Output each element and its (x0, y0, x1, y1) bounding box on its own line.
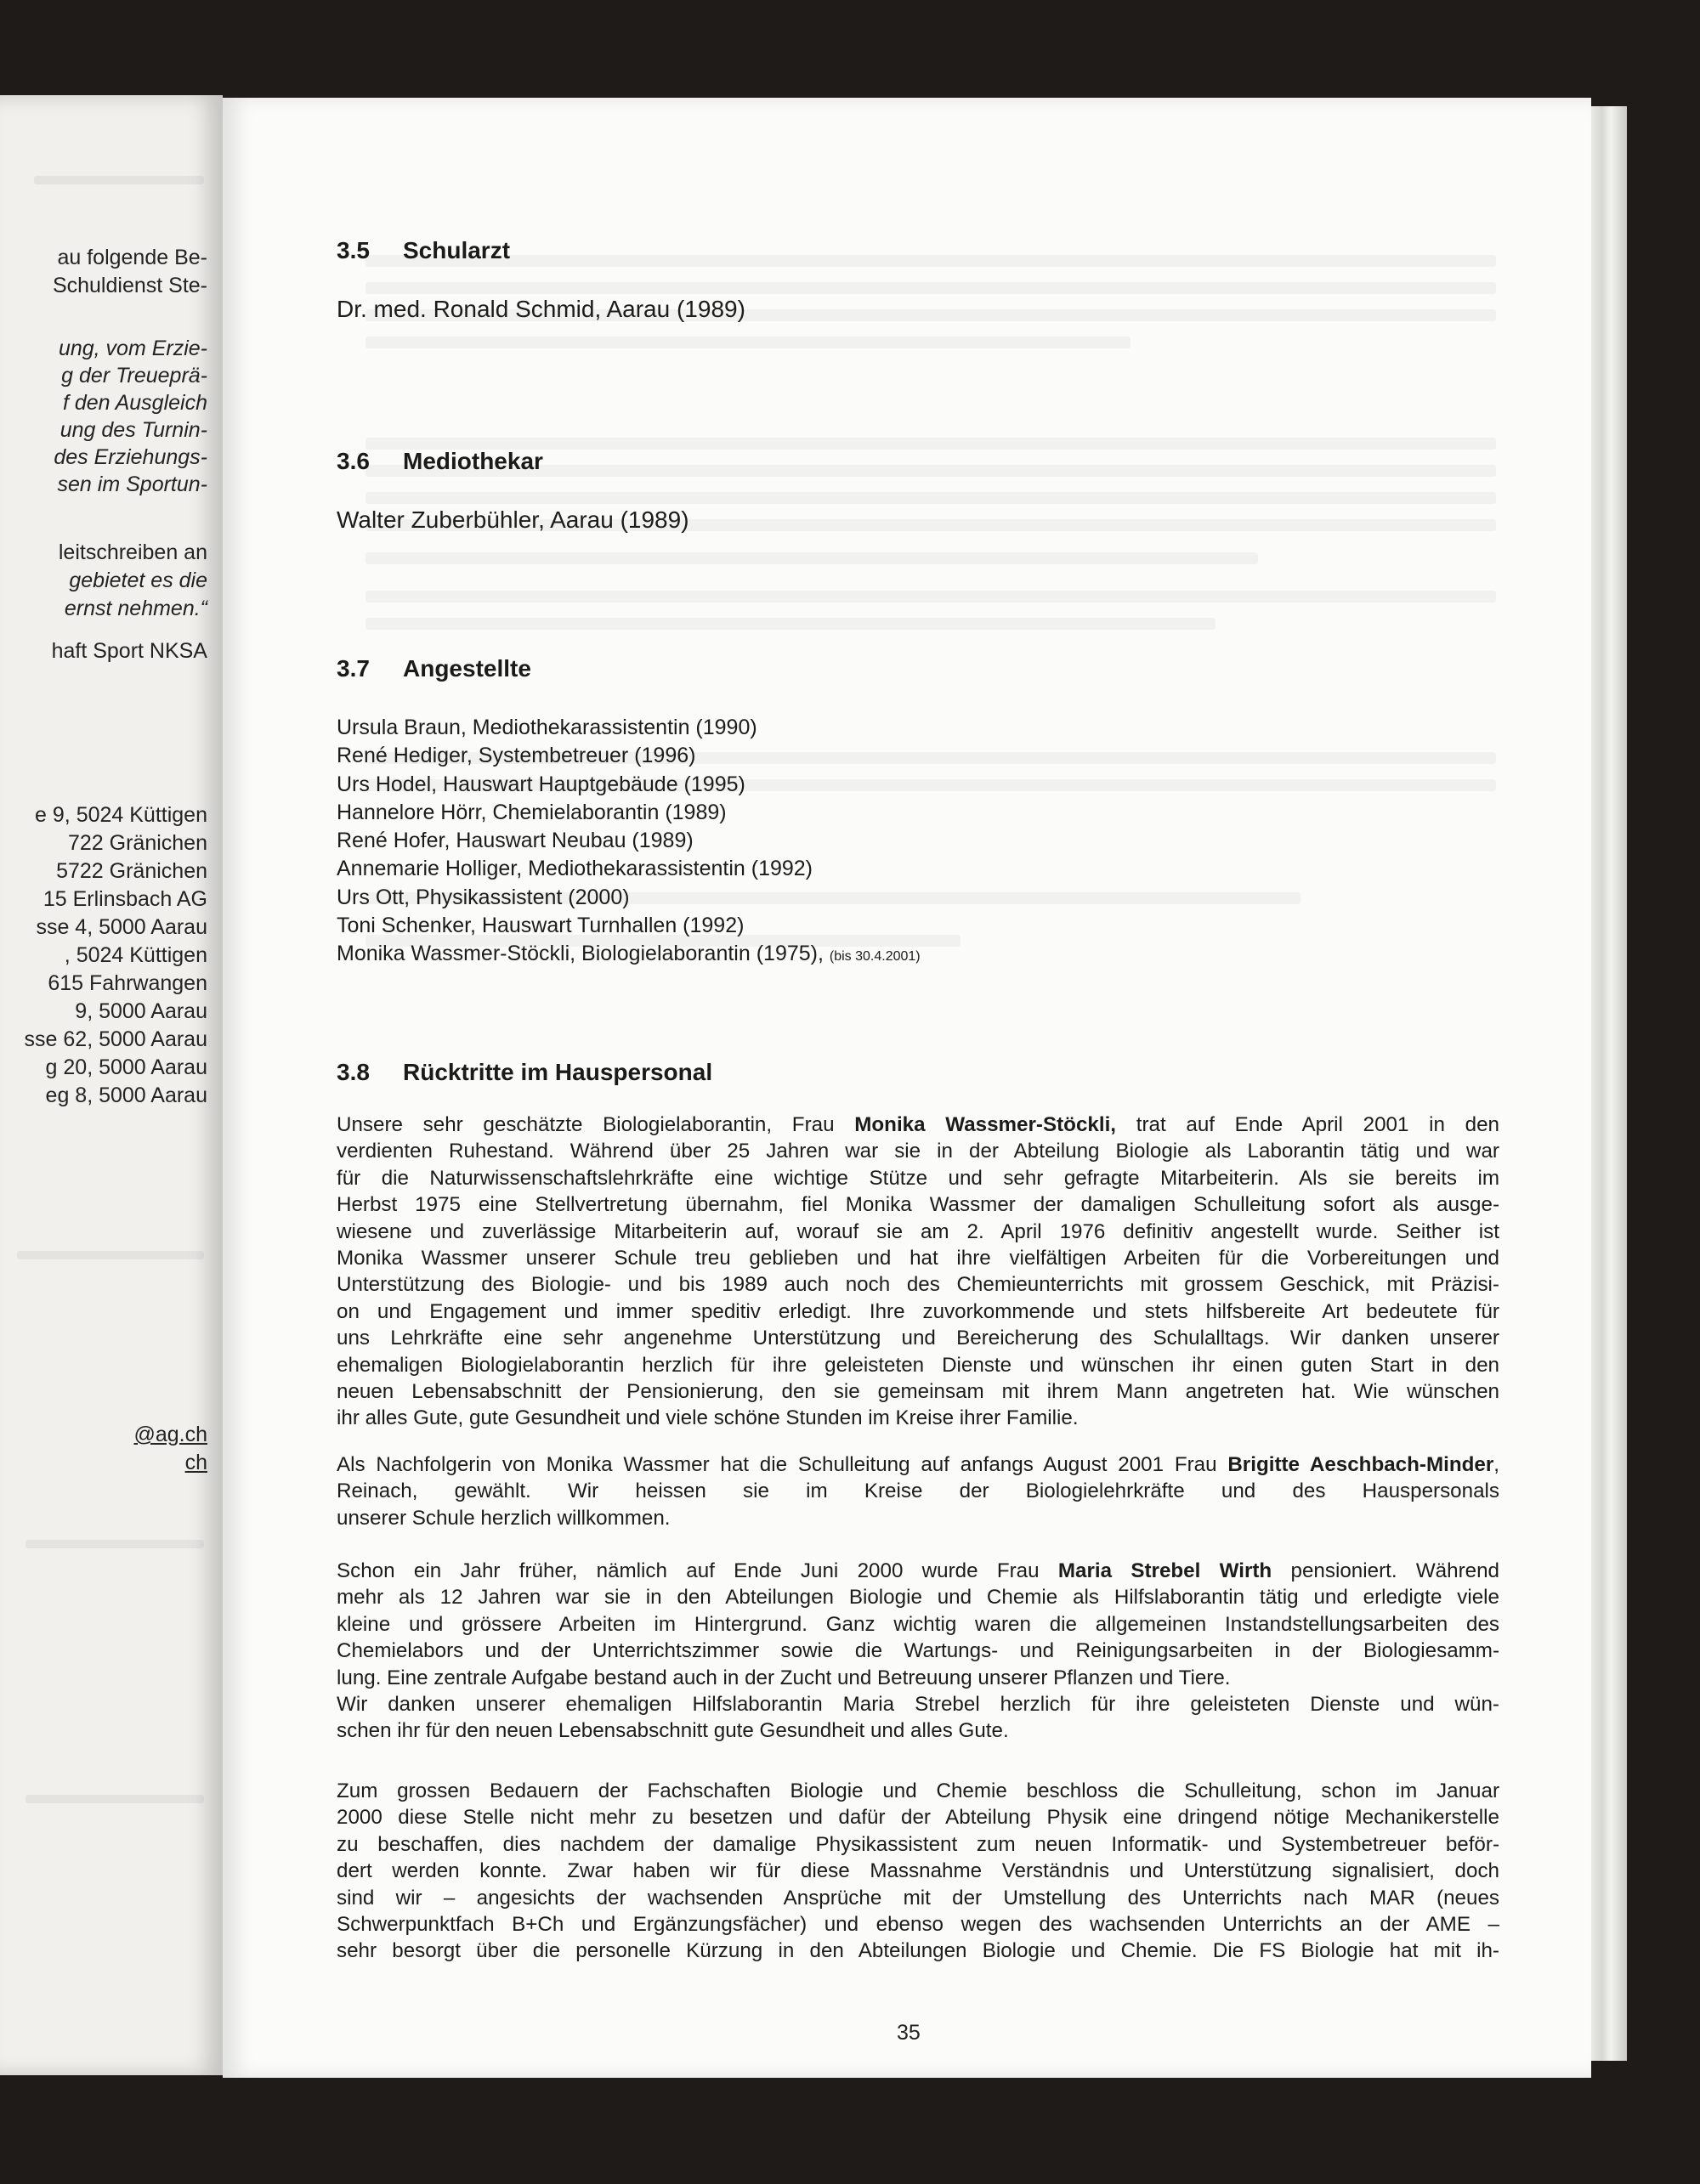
staff-list (337, 714, 921, 971)
list-item: Urs Ott, Physikassistent (2000) (337, 885, 630, 909)
person-name: Maria Strebel Wirth (1057, 1559, 1272, 1582)
left-line: e 9, 5024 Küttigen (35, 803, 207, 827)
paragraph-line: zu beschaffen, dies nachdem der damalige Physikassistent zum neuen Informatik- und Systembetreuer beför- (337, 1832, 1499, 1856)
left-line: sse 62, 5000 Aarau (24, 1027, 207, 1051)
paragraph-line: neuen Lebensabschnitt der Pensionierung, den sie gemeinsam mit ihrem Mann angetreten hat. Wie wünschen (337, 1380, 1499, 1404)
left-line: , 5024 Küttigen (64, 943, 207, 967)
paragraph-line: lung. Eine zentrale Aufgabe bestand auch in der Zucht und Betreuung unserer Pflanzen und Tiere. (337, 1666, 1231, 1689)
list-item-text: Monika Wassmer-Stöckli, Biologielaborantin (1975), (337, 942, 824, 966)
left-line: 615 Fahrwangen (48, 971, 207, 995)
left-facing-page (0, 95, 223, 2075)
paragraph-line: kleine und grössere Arbeiten im Hintergrund. Ganz wichtig waren die allgemeinen Instandstellungsarbeiten des (337, 1612, 1499, 1636)
left-line: leitschreiben an (58, 540, 207, 564)
list-item: Urs Hodel, Hauswart Hauptgebäude (1995) (337, 772, 745, 796)
list-item: Annemarie Holliger, Mediothekarassistentin (1992) (337, 857, 813, 881)
page-number: 35 (897, 2021, 921, 2045)
list-item-note: (bis 30.4.2001) (829, 949, 921, 965)
left-line: 722 Gränichen (67, 831, 207, 855)
list-item: Ursula Braun, Mediothekarassistentin (1990) (337, 716, 757, 739)
left-line: eg 8, 5000 Aarau (45, 1084, 207, 1107)
paragraph-line: Chemielabors und der Unterrichtszimmer sowie die Wartungs- und Reinigungsarbeiten in der Biologiesamm- (337, 1639, 1499, 1663)
text-run: , Reinach, gewählt. Wir heissen sie im Kreise der Biologielehrkräfte und des Hauspersonals (337, 1453, 1499, 1503)
list-item: Toni Schenker, Hauswart Turnhallen (1992) (337, 914, 745, 938)
section-number: 3.8 (337, 1059, 370, 1085)
left-line: 15 Erlinsbach AG (42, 887, 207, 911)
paragraph-wassmer (337, 1112, 1499, 1432)
text-run: pensioniert. Während (1290, 1559, 1499, 1582)
paragraph-line: Unterstützung des Biologie- und bis 1989 auch noch des Chemieunterrichts mit grossem Geschick, mit Präzisi- (337, 1273, 1499, 1297)
left-email-line: @ag.ch (133, 1423, 207, 1446)
section-number: 3.5 (337, 237, 370, 263)
paragraph-line: 2000 diese Stelle nicht mehr zu besetzen und dafür der Abteilung Physik eine dringend nötige Mechanikerstelle (337, 1806, 1499, 1830)
left-line: ung, vom Erzie- (58, 337, 207, 360)
paragraph-line (337, 1558, 1499, 1584)
left-line: sse 4, 5000 Aarau (36, 915, 207, 939)
paragraph-line: on und Engagement und immer speditiv erledigt. Ihre zuvorkommende und stets hilfsbereite Art bedeutete für (337, 1299, 1499, 1323)
left-line: f den Ausgleich (62, 391, 207, 415)
paragraph-line: schen ihr für den neuen Lebensabschnitt gute Gesundheit und alles Gute. (337, 1719, 1009, 1743)
left-line: des Erziehungs- (54, 445, 207, 469)
mediothekar-name: Walter Zuberbühler, Aarau (1989) (337, 506, 689, 533)
page-edge (1591, 106, 1627, 2061)
paragraph-line (337, 1451, 1499, 1505)
section-heading-ruecktritte (337, 1058, 712, 1087)
paragraph-line: ihr alles Gute, gute Gesundheit und viele schöne Stunden im Kreise ihrer Familie. (337, 1406, 1079, 1430)
left-line: ung des Turnin- (60, 418, 207, 442)
paragraph-line: Zum grossen Bedauern der Fachschaften Biologie und Chemie beschloss die Schulleitung, schon im Januar (337, 1779, 1499, 1802)
paragraph-line: Schwerpunktfach B+Ch und Ergänzungsfächer) und ebenso wegen des wachsenden Unterrichts an der AME – (337, 1913, 1499, 1937)
text-run: Schon ein Jahr früher, nämlich auf Ende Juni 2000 wurde Frau (337, 1559, 1040, 1582)
left-line: 5722 Gränichen (56, 859, 207, 883)
person-name: Monika Wassmer-Stöckli, (854, 1113, 1117, 1136)
paragraph-strebel (337, 1558, 1499, 1745)
list-item: René Hediger, Systembetreuer (1996) (337, 744, 696, 768)
section-number: 3.6 (337, 448, 370, 474)
section-title: Mediothekar (403, 448, 543, 474)
left-line: Schuldienst Ste- (52, 274, 207, 297)
section-number: 3.7 (337, 655, 370, 682)
list-item (337, 940, 921, 970)
paragraph-line: dert werden konnte. Zwar haben wir für diese Massnahme Verständnis und Unterstützung signalisiert, doch (337, 1859, 1499, 1883)
paragraph-line: Monika Wassmer unserer Schule treu geblieben und hat ihre vielfältigen Arbeiten für die Vorbereitungen und (337, 1247, 1499, 1270)
paragraph-bedauern (337, 1778, 1499, 1965)
paragraph-line: sind wir – angesichts der wachsenden Ansprüche mit der Umstellung des Unterrichts nach MAR (neues (337, 1886, 1499, 1910)
left-line: haft Sport NKSA (51, 639, 207, 663)
paragraph-line: mehr als 12 Jahren war sie in den Abteilungen Biologie und Chemie als Hilfslaborantin tätig und erledigte viele (337, 1586, 1499, 1610)
list-item: René Hofer, Hauswart Neubau (1989) (337, 829, 694, 853)
left-line: gebietet es die (69, 569, 207, 592)
text-run: trat auf Ende April 2001 in den (1136, 1113, 1499, 1136)
text-run: Als Nachfolgerin von Monika Wassmer hat die Schulleitung auf anfangs August 2001 Frau (337, 1453, 1217, 1476)
text-run: Unsere sehr geschätzte Biologielaborantin, Frau (337, 1113, 835, 1136)
paragraph-line: wiesene und zuverlässige Mitarbeiterin auf, worauf sie am 2. April 1976 definitiv angestellt wurde. Seither ist (337, 1219, 1499, 1243)
section-heading-mediothekar (337, 447, 543, 476)
paragraph-line: Herbst 1975 eine Stellvertretung übernahm, fiel Monika Wassmer der damaligen Schulleitung sofort als ausge- (337, 1193, 1499, 1217)
paragraph-line: für die Naturwissenschaftslehrkräfte eine wichtige Stütze und sehr gefragte Mitarbeiterin. Als sie bereits im (337, 1166, 1499, 1190)
section-heading-angestellte (337, 654, 531, 683)
left-line: g 20, 5000 Aarau (45, 1055, 207, 1079)
paragraph-line: unserer Schule herzlich willkommen. (337, 1506, 671, 1530)
paragraph-line: sehr besorgt über die personelle Kürzung in den Abteilungen Biologie und Chemie. Die FS Biologie hat mit ih- (337, 1939, 1499, 1963)
paragraph-line: verdienten Ruhestand. Während über 25 Jahren war sie in der Abteilung Biologie als Laborantin tätig und war (337, 1140, 1499, 1163)
list-item: Hannelore Hörr, Chemielaborantin (1989) (337, 800, 727, 824)
left-line: 9, 5000 Aarau (75, 999, 207, 1023)
left-line: au folgende Be- (57, 246, 207, 269)
section-title: Rücktritte im Hauspersonal (403, 1059, 713, 1085)
left-line: ernst nehmen.“ (64, 597, 207, 620)
left-line: g der Treueprä- (61, 364, 207, 388)
section-title: Schularzt (403, 237, 511, 263)
left-line: sen im Sportun- (57, 472, 207, 496)
schularzt-name: Dr. med. Ronald Schmid, Aarau (1989) (337, 296, 745, 322)
section-heading-schularzt (337, 236, 510, 265)
left-email-line: ch (184, 1451, 207, 1474)
section-title: Angestellte (403, 655, 531, 682)
paragraph-line (337, 1112, 1499, 1138)
paragraph-nachfolgerin (337, 1451, 1499, 1531)
paragraph-line: ehemaligen Biologielaborantin herzlich für ihre geleisteten Dienste und wünschen ihr einen guten Start in den (337, 1353, 1499, 1377)
paragraph-line: uns Lehrkräfte eine sehr angenehme Unterstützung und Bereicherung des Schulalltags. Wir danken unserer (337, 1327, 1499, 1350)
person-name: Brigitte Aeschbach-Minder (1227, 1453, 1494, 1476)
paragraph-line: Wir danken unserer ehemaligen Hilfslaborantin Maria Strebel herzlich für ihre geleisteten Dienste und wün- (337, 1693, 1499, 1717)
